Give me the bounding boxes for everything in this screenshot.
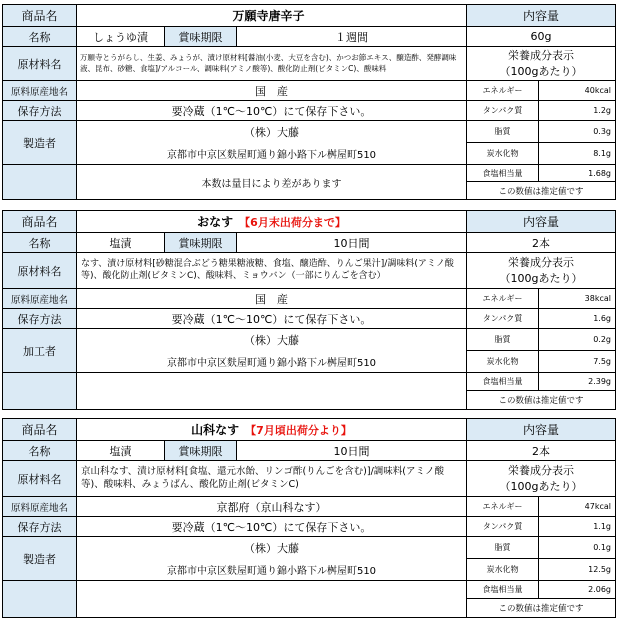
origin-value: 京都府（京山科なす） — [77, 497, 467, 517]
address-value: 京都市中京区麩屋町通り錦小路下ル桝屋町510 — [77, 351, 467, 373]
product-title-cell — [77, 5, 467, 27]
storage-label: 保存方法 — [3, 101, 77, 121]
contents-label: 内容量 — [467, 419, 615, 441]
nutrition-name: 炭水化物 — [467, 559, 539, 581]
nutrition-value: 1.2g — [539, 101, 615, 121]
ingredients-label: 原材料名 — [3, 47, 77, 81]
nutrition-title: 栄養成分表示 — [508, 256, 574, 270]
nutrition-value: 38kcal — [539, 289, 615, 309]
nutrition-value: 40kcal — [539, 81, 615, 101]
nutrition-name: エネルギー — [467, 81, 539, 101]
extra-note: 本数は量目により差があります — [77, 165, 467, 199]
extra-note — [77, 581, 467, 617]
storage-value: 要冷蔵（1℃～10℃）にて保存下さい。 — [77, 101, 467, 121]
name-value: しょうゆ漬 — [77, 27, 165, 47]
nutrition-name: エネルギー — [467, 497, 539, 517]
origin-value: 国 産 — [77, 81, 467, 101]
nutrition-title: 栄養成分表示 — [508, 49, 574, 63]
nutrition-value: 8.1g — [539, 143, 615, 165]
nutrition-name: 食塩相当量 — [467, 373, 539, 391]
shipping-notice: 【6月末出荷分まで】 — [239, 215, 346, 229]
maker-label: 製造者 — [3, 121, 77, 165]
label-sheet-onasu — [2, 210, 616, 410]
contents-value: 2本 — [467, 441, 615, 461]
contents-label: 内容量 — [467, 211, 615, 233]
blank-label-cell — [3, 165, 77, 199]
nutrition-name: 食塩相当量 — [467, 581, 539, 599]
processor-label: 加工者 — [3, 329, 77, 373]
nutrition-name: 脂質 — [467, 537, 539, 559]
best-before-value: 10日間 — [237, 441, 467, 461]
extra-note — [77, 373, 467, 409]
nutrition-per: （100gあたり） — [499, 271, 583, 285]
product-name-label: 商品名 — [3, 419, 77, 441]
origin-label: 原料原産地名 — [3, 289, 77, 309]
name-value: 塩漬 — [77, 441, 165, 461]
nutrition-name: エネルギー — [467, 289, 539, 309]
nutrition-name: 脂質 — [467, 329, 539, 351]
nutrition-footer — [467, 165, 615, 199]
nutrition-value: 1.6g — [539, 309, 615, 329]
nutrition-name: タンパク質 — [467, 517, 539, 537]
storage-value: 要冷蔵（1℃～10℃）にて保存下さい。 — [77, 309, 467, 329]
storage-label: 保存方法 — [3, 517, 77, 537]
contents-value: 2本 — [467, 233, 615, 253]
address-value: 京都市中京区麩屋町通り錦小路下ル桝屋町510 — [77, 143, 467, 165]
best-before-value: １週間 — [237, 27, 467, 47]
ingredients-value: 京山科なす、漬け原材料[食塩、還元水飴、リンゴ酢(りんごを含む)]/調味料(アミノ酸等)、酸味料、みょうばん、酸化防止剤(ビタミンC) — [77, 461, 467, 497]
nutrition-value: 1.1g — [539, 517, 615, 537]
best-before-label: 賞味期限 — [165, 441, 237, 461]
nutrition-header — [467, 47, 615, 81]
nutrition-per: （100gあたり） — [499, 64, 583, 78]
nutrition-value: 7.5g — [539, 351, 615, 373]
nutrition-footer — [467, 373, 615, 409]
nutrition-title: 栄養成分表示 — [508, 464, 574, 478]
ingredients-label: 原材料名 — [3, 461, 77, 497]
nutrition-value: 0.1g — [539, 537, 615, 559]
shipping-notice: 【7月頃出荷分より】 — [245, 423, 352, 437]
nutrition-name: 炭水化物 — [467, 143, 539, 165]
nutrition-footer — [467, 581, 615, 617]
estimate-note: この数値は推定値です — [498, 186, 584, 197]
origin-label: 原料原産地名 — [3, 81, 77, 101]
product-title-cell — [77, 419, 467, 441]
nutrition-header — [467, 253, 615, 289]
product-title: 山科なす — [191, 423, 240, 437]
name-label: 名称 — [3, 233, 77, 253]
storage-label: 保存方法 — [3, 309, 77, 329]
contents-value: 60g — [467, 27, 615, 47]
maker-label: 製造者 — [3, 537, 77, 581]
product-title-cell — [77, 211, 467, 233]
maker-value: （株）大藤 — [77, 121, 467, 143]
product-title: おなす — [197, 215, 234, 229]
nutrition-value: 47kcal — [539, 497, 615, 517]
ingredients-value: 万願寺とうがらし、生姜、みょうが、漬け原材料[醤油(小麦、大豆を含む)、かつお節エキス、醸造酢、発酵調味液、昆布、砂糖、食塩]/アルコール、調味料(アミノ酸等)、酸化防止剤(ビタミンC)、酸味料 — [77, 47, 467, 81]
nutrition-per: （100gあたり） — [499, 479, 583, 493]
product-name-label: 商品名 — [3, 5, 77, 27]
estimate-note: この数値は推定値です — [498, 604, 584, 614]
nutrition-value: 0.2g — [539, 329, 615, 351]
origin-value: 国 産 — [77, 289, 467, 309]
best-before-value: 10日間 — [237, 233, 467, 253]
name-label: 名称 — [3, 441, 77, 461]
nutrition-name: 食塩相当量 — [467, 165, 539, 182]
name-label: 名称 — [3, 27, 77, 47]
blank-label-cell — [3, 373, 77, 409]
nutrition-name: タンパク質 — [467, 101, 539, 121]
ingredients-label: 原材料名 — [3, 253, 77, 289]
nutrition-value: 1.68g — [539, 165, 615, 182]
product-name-label: 商品名 — [3, 211, 77, 233]
ingredients-value: なす、漬け原材料[砂糖混合ぶどう糖果糖液糖、食塩、醸造酢、りんご果汁]/調味料(アミノ酸等)、酸化防止剤(ビタミンC)、酸味料、ミョウバン（一部にりんごを含む） — [77, 253, 467, 289]
maker-value: （株）大藤 — [77, 329, 467, 351]
address-value: 京都市中京区麩屋町通り錦小路下ル桝屋町510 — [77, 559, 467, 581]
estimate-note: この数値は推定値です — [498, 396, 584, 406]
nutrition-value: 2.39g — [539, 373, 615, 391]
nutrition-value: 0.3g — [539, 121, 615, 143]
nutrition-name: タンパク質 — [467, 309, 539, 329]
label-sheet-manganji — [2, 4, 616, 200]
product-title: 万願寺唐辛子 — [232, 9, 305, 23]
nutrition-name: 脂質 — [467, 121, 539, 143]
name-value: 塩漬 — [77, 233, 165, 253]
maker-value: （株）大藤 — [77, 537, 467, 559]
nutrition-header — [467, 461, 615, 497]
origin-label: 原料原産地名 — [3, 497, 77, 517]
nutrition-value: 2.06g — [539, 581, 615, 599]
label-sheet-yamashina-nasu — [2, 418, 616, 618]
contents-label: 内容量 — [467, 5, 615, 27]
blank-label-cell — [3, 581, 77, 617]
best-before-label: 賞味期限 — [165, 233, 237, 253]
storage-value: 要冷蔵（1℃～10℃）にて保存下さい。 — [77, 517, 467, 537]
nutrition-name: 炭水化物 — [467, 351, 539, 373]
best-before-label: 賞味期限 — [165, 27, 237, 47]
nutrition-value: 12.5g — [539, 559, 615, 581]
